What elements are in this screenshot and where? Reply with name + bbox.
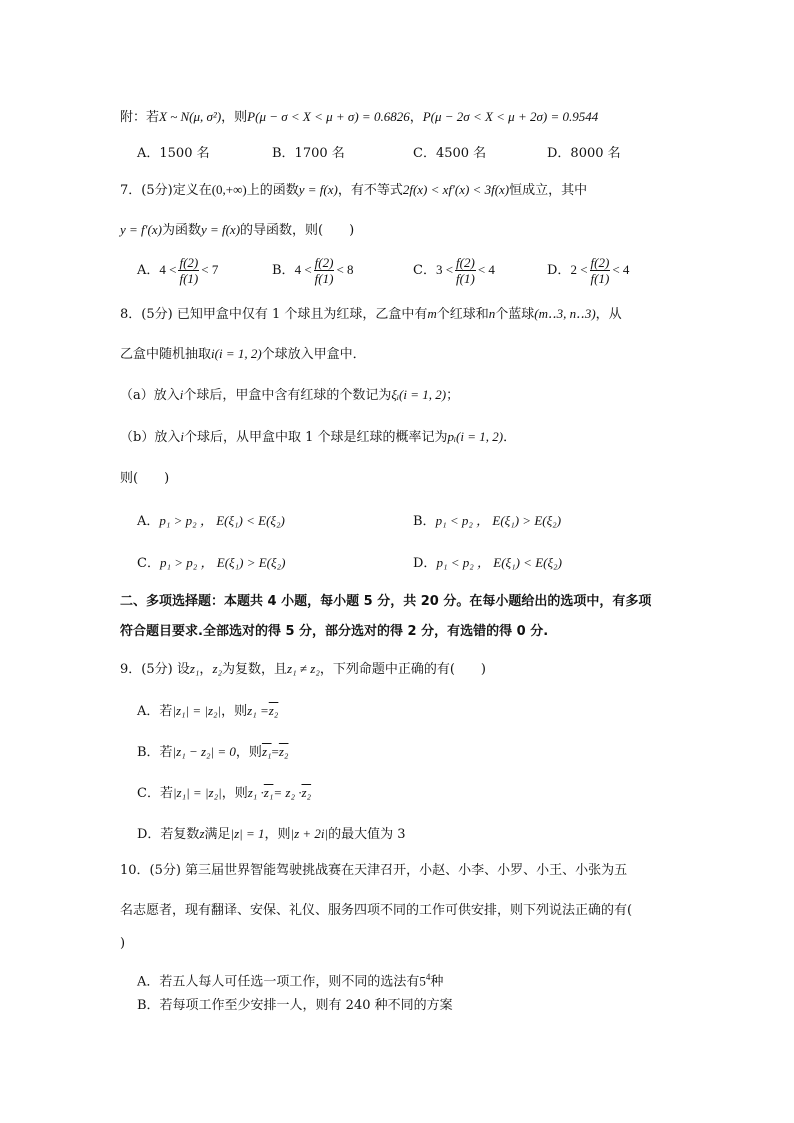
fraction-denominator: f(1) xyxy=(179,271,199,286)
q8-condition-a xyxy=(120,386,459,405)
q7-text-6: 的导函数，则( ) xyxy=(240,223,355,238)
q9-a-text: A．若 xyxy=(137,704,173,719)
q8-condition-b xyxy=(120,428,516,447)
q9-b-text: B．若 xyxy=(137,745,173,760)
q10-stem-line-1: 10．(5分) 第三届世界智能驾驶挑战赛在天津召开，小赵、小李、小罗、小王、小张为五 xyxy=(120,863,628,878)
q8-b-var-i: i xyxy=(180,429,184,444)
q9-z1: z₁ xyxy=(189,661,200,676)
q9-c-text: C．若 xyxy=(137,786,173,801)
appendix-prob-2: P(μ − 2σ < X < μ + 2σ) = 0.9544 xyxy=(422,109,599,124)
q7-option-c[interactable] xyxy=(413,255,495,286)
q7-option-c-label: C． xyxy=(413,263,436,278)
q9-b-math: |z₁ − z₂| = 0 xyxy=(172,744,236,759)
q8-a-var-i: i xyxy=(179,387,184,402)
q9-c-conjugate-2: z₂ xyxy=(301,785,312,800)
q9-d-text: D．若复数 xyxy=(137,827,200,842)
q9-a-result-1: z₁ = xyxy=(247,703,269,718)
q7-text-1: 定义在 xyxy=(172,183,212,198)
q7-stem-line-2 xyxy=(120,221,354,240)
q8-b-p: pᵢ(i = 1, 2) xyxy=(447,429,504,444)
q8-option-d[interactable] xyxy=(413,554,562,573)
q8-option-b[interactable] xyxy=(413,512,561,531)
q8-var-n: n xyxy=(488,306,496,321)
q8-var-m: m xyxy=(427,306,437,321)
q8-stem-line-2 xyxy=(120,345,366,364)
q8-text-5: 乙盒中随机抽取 xyxy=(120,347,212,362)
q8-option-b-text: p₁ < p₂ ， E(ξ₁) > E(ξ₂) xyxy=(435,513,562,528)
q10-stem-line-3: ) xyxy=(120,936,126,951)
q9-c-then: ，则 xyxy=(221,786,248,801)
appendix-sep: ， xyxy=(409,110,423,125)
q7-option-b-label: B． xyxy=(272,263,295,278)
appendix-condition: X ~ N(μ, σ²) xyxy=(159,109,222,124)
q9-stem xyxy=(120,660,486,679)
q8-option-b-label: B． xyxy=(413,514,436,529)
q8-text-1: 8．(5分) 已知甲盒中仅有 1 个球且为红球，乙盒中有 xyxy=(120,307,428,322)
q9-text-1: 9．(5分) 设 xyxy=(120,662,190,677)
fraction-denominator: f(1) xyxy=(456,271,475,286)
q6-option-d[interactable]: D．8000 名 xyxy=(547,146,621,161)
q9-d-text-2: 满足 xyxy=(204,827,231,842)
q8-b-text-1: （b）放入 xyxy=(120,430,181,445)
q8-b-text-2: 个球后，从甲盒中取 1 个球是红球的概率记为 xyxy=(183,430,448,445)
q9-b-then: ，则 xyxy=(235,745,262,760)
q7-function: y = f(x) xyxy=(298,182,338,197)
q10-a-text-2: 种 xyxy=(430,974,444,990)
q9-b-conjugate-1: z₁ xyxy=(261,744,272,759)
q10-a-text: A．若五人每人可任选一项工作，则不同的选法有 xyxy=(137,974,420,990)
q7-option-a-label: A． xyxy=(137,263,160,278)
q8-a-xi: ξᵢ(i = 1, 2) xyxy=(391,387,447,402)
q9-a-math: |z₁| = |z₂| xyxy=(172,703,222,718)
q9-text-2: 为复数，且 xyxy=(222,662,288,677)
q8-option-c-text: p₁ > p₂ ， E(ξ₁) > E(ξ₂) xyxy=(159,555,286,570)
q8-option-d-text: p₁ < p₂ ， E(ξ₁) < E(ξ₂) xyxy=(436,555,562,570)
q7-option-b[interactable] xyxy=(272,255,354,286)
q8-text-3: 个蓝球 xyxy=(495,307,535,322)
q8-a-end: ； xyxy=(446,388,460,403)
q6-option-b[interactable]: B．1700 名 xyxy=(272,146,345,161)
q7-derivative: y = f′(x) xyxy=(120,222,162,237)
section2-heading-line-2: 符合题目要求.全部选对的得 5 分，部分选对的得 2 分，有选错的得 0 分. xyxy=(120,624,549,639)
q9-text-3: ，下列命题中正确的有( ) xyxy=(319,662,486,677)
fraction-numerator: f(2) xyxy=(314,255,334,270)
q7-function-2: y = f(x) xyxy=(200,222,241,237)
q8-text-6: 个球放入甲盒中． xyxy=(261,347,366,362)
q6-option-a[interactable]: A．1500 名 xyxy=(137,146,210,161)
q9-option-b[interactable] xyxy=(137,743,288,762)
q9-d-math: |z| = 1 xyxy=(230,826,265,841)
fraction-numerator: f(2) xyxy=(179,255,199,270)
q9-sep: ， xyxy=(199,662,213,677)
fraction-denominator: f(1) xyxy=(590,271,610,286)
q9-b-eq: = xyxy=(271,744,279,759)
q10-option-a[interactable] xyxy=(137,968,443,991)
q7-option-d-right: < 4 xyxy=(612,262,630,277)
q7-option-a-fraction xyxy=(178,255,199,286)
q10-stem-line-2: 名志愿者，现有翻译、安保、礼仪、服务四项不同的工作可供安排，则下列说法正确的有( xyxy=(120,903,633,918)
appendix-mid: ，则 xyxy=(221,110,248,125)
fraction-numerator: f(2) xyxy=(590,255,610,270)
q8-option-a-label: A． xyxy=(137,514,160,529)
q7-option-d-fraction xyxy=(590,255,611,286)
fraction-denominator: f(1) xyxy=(314,271,334,286)
q9-option-c[interactable] xyxy=(137,784,311,803)
q7-option-a-left: 4 < xyxy=(159,262,177,277)
q7-option-d[interactable] xyxy=(547,255,629,286)
q7-option-a[interactable] xyxy=(137,255,218,286)
q8-b-end: ． xyxy=(503,430,517,445)
q9-d-then: ，则 xyxy=(264,827,291,842)
q7-text-3: ，有不等式 xyxy=(337,183,403,198)
q9-d-text-3: 的最大值为 3 xyxy=(328,827,406,842)
q8-text-4: ，从 xyxy=(595,307,622,322)
q8-a-text-1: （a）放入 xyxy=(120,388,180,403)
q8-option-a[interactable] xyxy=(137,512,285,531)
q10-a-exponent: 4 xyxy=(425,972,431,982)
q9-neq: z₁ ≠ z₂ xyxy=(287,661,320,676)
q8-var-i: i(i = 1, 2) xyxy=(211,346,262,361)
appendix-prob-1: P(μ − σ < X < μ + σ) = 0.6826 xyxy=(247,109,410,124)
q7-stem-line-1 xyxy=(120,181,587,200)
q7-option-d-left: 2 < xyxy=(570,262,588,277)
q8-option-a-text: p₁ > p₂ ， E(ξ₁) < E(ξ₂) xyxy=(159,513,285,528)
appendix-note xyxy=(120,108,598,127)
q7-text-5: 为函数 xyxy=(161,223,201,238)
q7-option-a-right: < 7 xyxy=(201,262,219,277)
q9-a-then: ，则 xyxy=(221,704,248,719)
q7-number: 7．(5分) xyxy=(120,183,173,198)
q10-a-base: 5 xyxy=(419,973,426,989)
q9-z2: z₂ xyxy=(212,661,223,676)
q7-option-c-right: < 4 xyxy=(477,262,495,277)
section2-heading-line-1: 二、多项选择题：本题共 4 小题，每小题 5 分，共 20 分。在每小题给出的选项中，有多项 xyxy=(120,594,652,609)
q6-option-c[interactable]: C．4500 名 xyxy=(413,146,487,161)
q9-c-result-1: z₁ · xyxy=(247,785,264,800)
q8-then: 则( ) xyxy=(120,471,170,486)
q9-c-result-2: = z₂ · xyxy=(273,785,302,800)
fraction-numerator: f(2) xyxy=(456,255,475,270)
q9-b-conjugate-2: z₂ xyxy=(278,744,289,759)
q8-condition: (m‥3, n‥3) xyxy=(534,306,596,321)
q8-a-text-2: 个球后，甲盒中含有红球的个数记为 xyxy=(183,388,392,403)
appendix-prefix: 附：若 xyxy=(120,110,160,125)
q9-c-math: |z₁| = |z₂| xyxy=(172,785,222,800)
q9-c-conjugate-1: z₁ xyxy=(263,785,274,800)
q7-text-4: 恒成立，其中 xyxy=(509,183,588,198)
q7-inequality: 2f(x) < xf′(x) < 3f(x) xyxy=(402,182,510,197)
q7-option-b-left: 4 < xyxy=(294,262,312,277)
q7-option-c-left: 3 < xyxy=(435,262,454,277)
q7-option-c-fraction xyxy=(455,255,476,286)
q8-option-c[interactable] xyxy=(137,554,285,573)
q8-text-2: 个红球和 xyxy=(436,307,489,322)
q8-option-d-label: D． xyxy=(413,556,437,571)
q10-option-b[interactable]: B．若每项工作至少安排一人，则有 240 种不同的方案 xyxy=(137,998,453,1013)
q9-option-d[interactable] xyxy=(137,825,406,844)
q7-interval: (0,+∞) xyxy=(211,182,247,197)
q7-option-b-fraction xyxy=(314,255,335,286)
q7-option-b-right: < 8 xyxy=(336,262,354,277)
q7-option-d-label: D． xyxy=(547,263,571,278)
q9-option-a[interactable] xyxy=(137,702,278,721)
q9-a-conjugate: z₂ xyxy=(268,703,279,718)
q9-d-z: z xyxy=(199,826,205,841)
q8-stem-line-1 xyxy=(120,305,622,324)
q7-text-2: 上的函数 xyxy=(246,183,299,198)
q8-option-c-label: C． xyxy=(137,556,160,571)
q9-d-math-2: |z + 2i| xyxy=(290,826,329,841)
